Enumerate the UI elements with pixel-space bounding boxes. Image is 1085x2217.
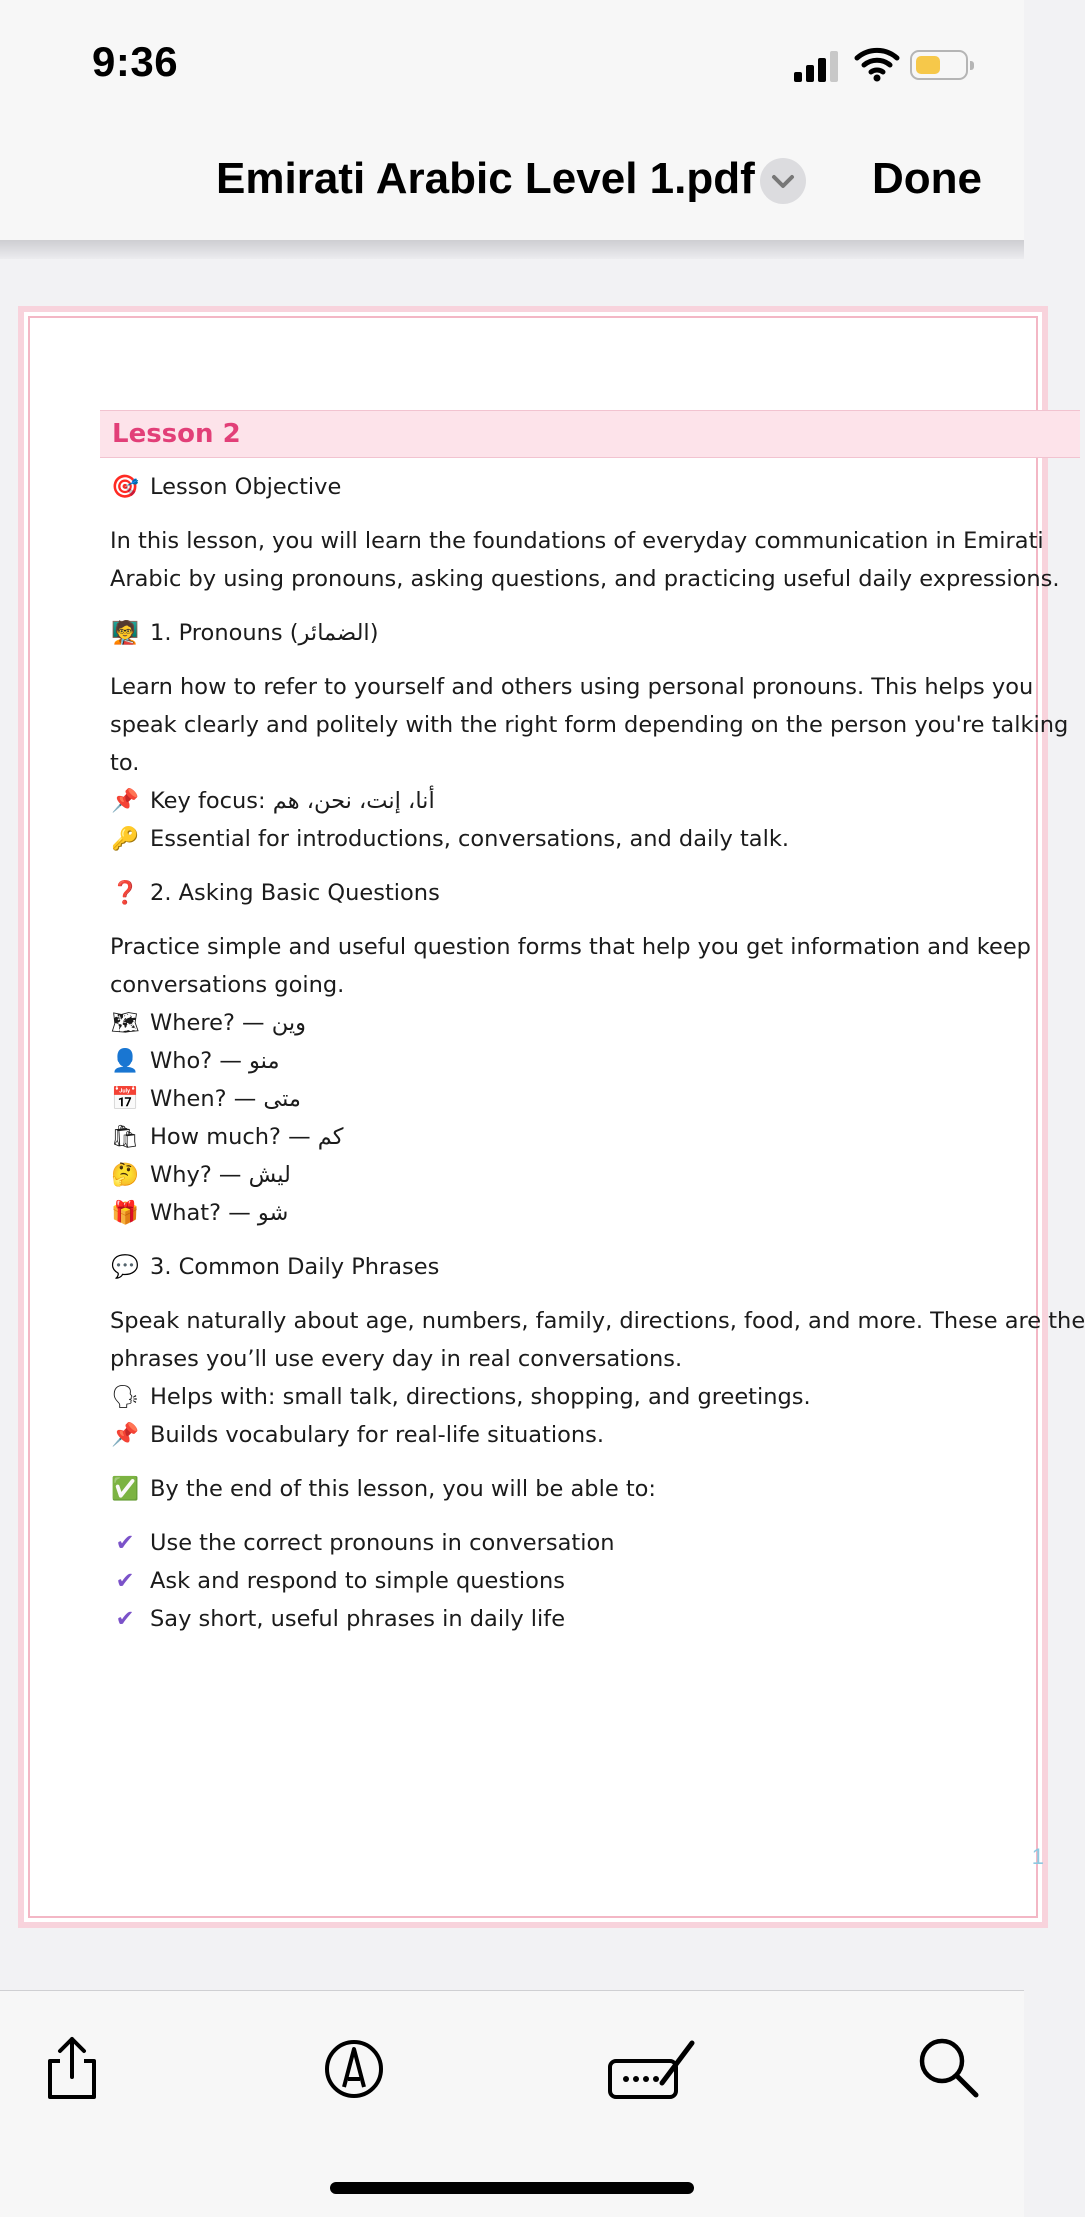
essential-row <box>110 824 789 854</box>
question-who: Who? — منو <box>150 1048 280 1074</box>
helps-with-text: Helps with: small talk, directions, shopping, and greetings. <box>150 1384 811 1410</box>
question-what: What? — شو <box>150 1200 289 1226</box>
phrases-text-2: phrases you’ll use every day in real conversations. <box>110 1346 683 1372</box>
toolbar-divider <box>0 241 1024 259</box>
outcome-text-2: Ask and respond to simple questions <box>150 1568 565 1594</box>
calendar-icon: 📅 <box>110 1086 139 1112</box>
outcome-row-3 <box>110 1604 565 1634</box>
share-icon[interactable] <box>36 2031 108 2103</box>
questions-heading-row <box>110 878 440 908</box>
essential-text: Essential for introductions, conversations, and daily talk. <box>150 826 790 852</box>
key-focus-text: Key focus: أنا، إنت، نحن، هم <box>150 788 435 814</box>
question-who-row <box>110 1046 280 1076</box>
map-icon: 🗺 <box>110 1010 140 1036</box>
pdf-page[interactable] <box>18 306 1085 1928</box>
objective-text-2: Arabic by using pronouns, asking questions, and practicing useful daily expressions. <box>110 566 1060 592</box>
question-where: Where? — وين <box>150 1010 306 1036</box>
check-box-icon: ✅ <box>110 1476 139 1502</box>
question-when: When? — متى <box>150 1086 301 1112</box>
pushpin-icon: 📌 <box>110 788 139 814</box>
question-why: Why? — ليش <box>150 1162 291 1188</box>
key-icon: 🔑 <box>110 826 139 852</box>
helps-with-row <box>110 1382 811 1412</box>
markup-icon[interactable] <box>318 2031 390 2103</box>
search-icon[interactable] <box>912 2031 984 2103</box>
question-where-row <box>110 1008 306 1038</box>
speaking-head-icon: 🗣 <box>110 1384 140 1410</box>
builds-vocab-text: Builds vocabulary for real-life situations. <box>150 1422 604 1448</box>
person-icon: 👤 <box>110 1048 139 1074</box>
outcome-text-3: Say short, useful phrases in daily life <box>150 1606 566 1632</box>
document-title[interactable]: Emirati Arabic Level 1.pdf <box>216 154 755 203</box>
key-focus-row <box>110 786 435 816</box>
pronouns-heading: 1. Pronouns (الضمائر) <box>150 620 379 646</box>
question-what-row <box>110 1198 288 1228</box>
question-mark-icon: ❓ <box>110 880 139 906</box>
teacher-icon: 🧑‍🏫 <box>110 620 139 646</box>
pronouns-heading-row <box>110 618 378 648</box>
question-why-row <box>110 1160 291 1190</box>
home-indicator[interactable] <box>330 2182 694 2194</box>
pronouns-text-2: speak clearly and politely with the right form depending on the person you're talking <box>110 712 1069 738</box>
pronouns-text-1: Learn how to refer to yourself and others using personal pronouns. This helps you <box>110 674 1034 700</box>
outcome-row-1 <box>110 1528 615 1558</box>
outcome-heading: By the end of this lesson, you will be able to: <box>150 1476 656 1502</box>
question-howmuch: How much? — كم <box>150 1124 344 1150</box>
lesson-header <box>100 410 1080 458</box>
objective-heading: Lesson Objective <box>150 474 342 500</box>
target-icon: 🎯 <box>110 474 139 500</box>
phrases-text-1: Speak naturally about age, numbers, family, directions, food, and more. These are the <box>110 1308 1085 1334</box>
page-border <box>28 316 1038 1918</box>
questions-text-1: Practice simple and useful question forms that help you get information and keep <box>110 934 1031 960</box>
wifi-icon <box>854 46 900 82</box>
check-mark-icon: ✔ <box>115 1530 135 1556</box>
navigation-bar <box>0 120 1024 241</box>
phrases-heading: 3. Common Daily Phrases <box>150 1254 440 1280</box>
objective-text-1: In this lesson, you will learn the foundations of everyday communication in Emirati <box>110 528 1044 554</box>
check-mark-icon: ✔ <box>115 1606 135 1632</box>
objective-heading-row <box>110 472 341 502</box>
page-number: 1 <box>1031 1844 1044 1869</box>
title-menu-button[interactable] <box>760 158 806 204</box>
shopping-bag-icon: 🛍 <box>110 1124 140 1150</box>
lesson-title: Lesson 2 <box>112 419 241 449</box>
outcome-heading-row <box>110 1474 656 1504</box>
battery-icon <box>910 50 968 80</box>
question-howmuch-row <box>110 1122 343 1152</box>
status-bar <box>0 0 1024 120</box>
chevron-down-icon <box>760 158 806 204</box>
done-button[interactable]: Done <box>872 154 982 203</box>
pronouns-text-3: to. <box>110 750 140 776</box>
outcome-row-2 <box>110 1566 565 1596</box>
pushpin-icon: 📌 <box>110 1422 139 1448</box>
gift-icon: 🎁 <box>110 1200 139 1226</box>
questions-heading: 2. Asking Basic Questions <box>150 880 440 906</box>
outcome-text-1: Use the correct pronouns in conversation <box>150 1530 615 1556</box>
thinking-face-icon: 🤔 <box>110 1162 139 1188</box>
builds-vocab-row <box>110 1420 604 1450</box>
question-when-row <box>110 1084 301 1114</box>
speech-bubble-icon: 💬 <box>110 1254 139 1280</box>
check-mark-icon: ✔ <box>115 1568 135 1594</box>
cellular-signal-icon <box>794 50 838 82</box>
phrases-heading-row <box>110 1252 439 1282</box>
status-time: 9:36 <box>92 38 179 85</box>
signature-icon[interactable] <box>606 2031 698 2103</box>
questions-text-2: conversations going. <box>110 972 345 998</box>
